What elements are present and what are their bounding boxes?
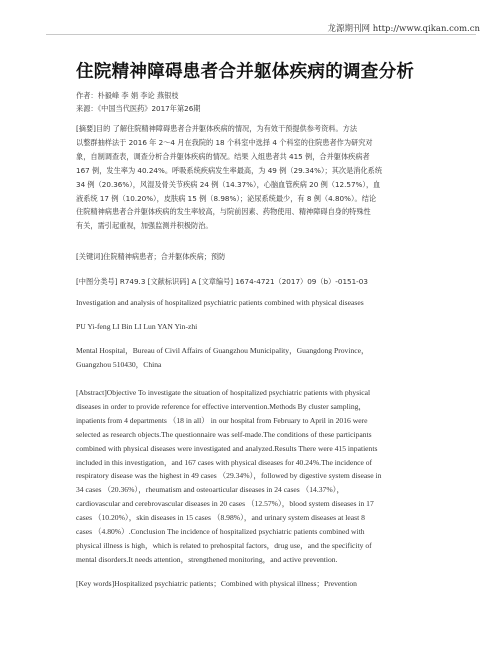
abstract-en-line: cardiovascular and cerebrovascular diseases in 20 cases （12.57%），blood system diseases in 17	[76, 499, 374, 509]
abstract-zh-line: 有关，需引起重视，加强监测并积极防治。	[76, 221, 213, 231]
abstract-zh-line: 液系统 17 例（10.20%），皮肤病 15 例（8.98%）；泌尿系统最少，有 8 例（4.80%）。结论	[76, 193, 377, 203]
abstract-zh	[76, 122, 436, 233]
abstract-en-line: combined with physical diseases were investigated and analyzed.Results There were 415 inpatients	[76, 443, 378, 453]
abstract-en-line: cases （10.20%），skin diseases in 15 cases （8.98%），and urinary system diseases at least 8	[76, 513, 365, 523]
title-en	[76, 296, 436, 310]
classification-line: [中图分类号] R749.3 [文献标识码] A [文章编号] 1674-4721（2017）09（b）-0151-03	[76, 277, 368, 286]
affiliation-en	[76, 344, 436, 372]
abstract-zh-line: 象，自制调查表，调查分析合并躯体疾病的情况。结果 入组患者共 415 例，合并躯体疾病者	[76, 151, 370, 161]
keywords-zh: [关键词]住院精神病患者；合并躯体疾病；预防	[76, 252, 226, 261]
abstract-zh-line: 以整群抽样法于 2016 年 2～4 月在我院的 18 个科室中选择 4 个科室的住院患者作为研究对	[76, 137, 373, 147]
affiliation-line: Mental Hospital，Bureau of Civil Affairs of Guangzhou Municipality，Guangdong Province，	[76, 346, 369, 355]
abstract-en-line: mental disorders.It needs attention，strengthened monitoring，and active prevention.	[76, 554, 338, 564]
abstract-en-line: physical illness is high，which is related to prehospital factors，drug use，and the specificity of	[76, 540, 372, 550]
article-authors: 作者：朴毅峰 李 娟 李论 燕银枝	[76, 91, 179, 100]
article-source: 来源：《中国当代医药》2017年第26期	[76, 104, 201, 113]
abstract-en-line: cases （4.80%）.Conclusion The incidence of hospitalized psychiatric patients combined with	[76, 527, 365, 537]
abstract-zh-line: 34 例（20.36%），风湿及骨关节疾病 24 例（14.37%），心脑血管疾病 20 例（12.57%），血	[76, 179, 381, 189]
abstract-zh-line: [摘要]目的 了解住院精神障碍患者合并躯体疾病的情况，为有效干预提供参考资料。方法	[76, 124, 358, 133]
abstract-zh-line: 住院精神病患者合并躯体疾病的发生率较高，与院前因素、药物使用、精神障碍自身的特殊性	[76, 207, 371, 217]
affiliation-line: Guangzhou 510430，China	[76, 359, 162, 369]
abstract-en-line: diseases in order to provide reference for effective intervention.Methods By cluster sampling，	[76, 401, 367, 411]
abstract-en-line: [Abstract]Objective To investigate the situation of hospitalized psychiatric patients with physical	[76, 388, 371, 397]
abstract-en-line: inpatients from 4 departments （18 in all） in our hospital from February to April in 2016 were	[76, 415, 368, 425]
abstract-en-line: respiratory disease was the highest in 49 cases （29.34%），followed by digestive system disease in	[76, 471, 382, 481]
title-en-text: Investigation and analysis of hospitalized psychiatric patients combined with physical diseases	[76, 298, 364, 307]
abstract-en-line: 34 cases （20.36%），rheumatism and osteoarticular diseases in 24 cases （14.37%），	[76, 485, 345, 495]
keywords-en	[76, 577, 436, 591]
header-divider	[46, 34, 476, 35]
abstract-zh-line: 167 例，发生率为 40.24%。呼吸系统疾病发生率最高，为 49 例（29.34%）；其次是消化系统	[76, 165, 383, 175]
abstract-en-line: selected as research objects.The questionnaire was self-made.The conditions of these participants	[76, 429, 372, 439]
article-title: 住院精神障碍患者合并躯体疾病的调查分析	[76, 62, 415, 82]
abstract-en-line: included in this investigation，and 167 cases with physical diseases for 40.24%.The incidence of	[76, 457, 373, 467]
authors-en	[76, 320, 436, 334]
keywords-en-text: [Key words]Hospitalized psychiatric patients；Combined with physical illness；Prevention	[76, 579, 357, 588]
abstract-en	[76, 386, 436, 567]
authors-en-text: PU Yi-feng LI Bin LI Lun YAN Yin-zhi	[76, 322, 198, 331]
site-header-link[interactable]: 龙源期刊网 http://www.qikan.com.cn	[327, 24, 480, 34]
